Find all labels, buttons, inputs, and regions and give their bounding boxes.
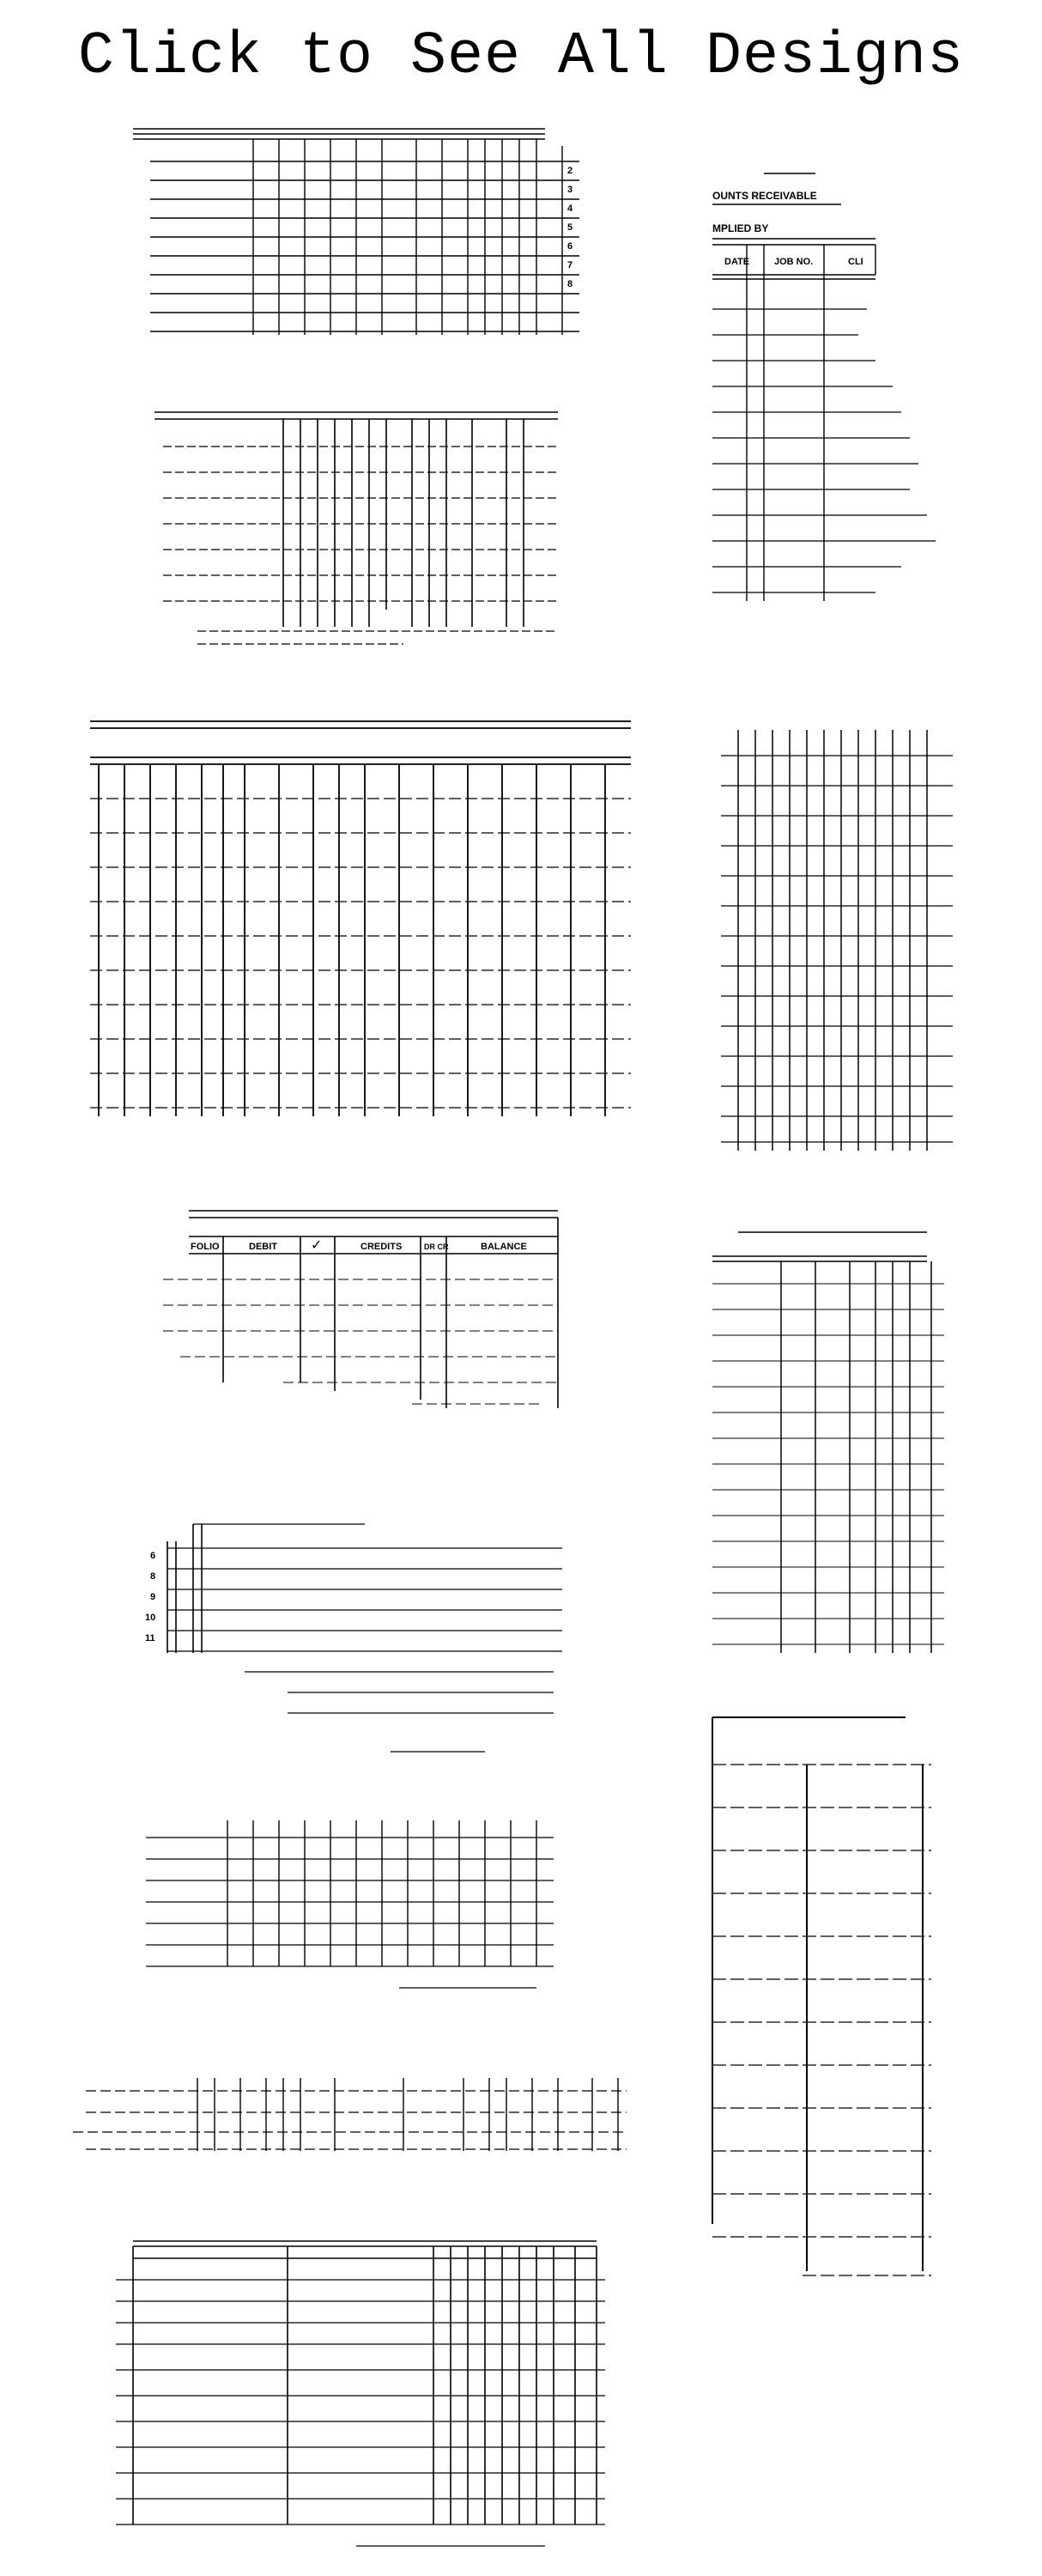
design-thumbnail-numbered-lines[interactable]: [142, 1473, 571, 1765]
svg-text:CREDITS: CREDITS: [360, 1242, 403, 1252]
design-thumbnail-numbered-grid[interactable]: [133, 120, 588, 339]
svg-text:JOB NO.: JOB NO.: [774, 257, 814, 267]
design-thumbnail-small-grid[interactable]: [142, 1812, 562, 2001]
wide-ledger-form-image: [73, 713, 639, 1133]
lined-grid-form-image: [704, 1224, 953, 1666]
accounts-receivable-form-image: [704, 146, 944, 614]
dense-grid-form-image: [704, 713, 961, 1159]
svg-text:9: 9: [150, 1592, 156, 1602]
svg-text:3: 3: [567, 185, 573, 195]
design-thumbnail-large-grid[interactable]: [99, 2233, 618, 2559]
svg-text:2: 2: [567, 166, 573, 176]
svg-text:BALANCE: BALANCE: [481, 1242, 527, 1252]
design-thumbnail-strip-ledger[interactable]: [69, 2074, 635, 2155]
svg-text:✓: ✓: [311, 1238, 323, 1253]
small-grid-form-image: [142, 1812, 562, 2001]
see-all-designs-link[interactable]: Click to See All Designs: [77, 23, 965, 91]
design-thumbnail-lined-grid[interactable]: [704, 1224, 953, 1666]
svg-text:MPLIED BY: MPLIED BY: [712, 222, 769, 234]
svg-text:FOLIO: FOLIO: [191, 1242, 220, 1252]
svg-text:7: 7: [567, 260, 573, 270]
svg-text:DATE: DATE: [724, 257, 750, 267]
numbered-lines-form-image: [142, 1473, 571, 1765]
design-thumbnail-folio-ledger[interactable]: [154, 1202, 566, 1417]
numbered-grid-form-image: [133, 120, 588, 339]
folio-ledger-form-image: [154, 1202, 566, 1417]
design-thumbnail-dotted-grid[interactable]: [146, 404, 566, 661]
svg-text:6: 6: [150, 1551, 156, 1561]
svg-text:5: 5: [567, 222, 573, 233]
strip-ledger-form-image: [69, 2074, 635, 2155]
design-thumbnail-dense-grid[interactable]: [704, 713, 961, 1159]
svg-text:OUNTS RECEIVABLE: OUNTS RECEIVABLE: [712, 190, 817, 202]
svg-text:8: 8: [150, 1571, 156, 1582]
design-thumbnail-accounts-receivable[interactable]: [704, 146, 944, 614]
design-thumbnail-wide-ledger[interactable]: [73, 713, 639, 1133]
svg-text:CLI: CLI: [848, 257, 863, 267]
svg-text:DR CR: DR CR: [424, 1242, 449, 1251]
svg-text:DEBIT: DEBIT: [249, 1242, 277, 1252]
svg-text:11: 11: [145, 1633, 155, 1643]
svg-text:10: 10: [145, 1613, 156, 1623]
svg-text:4: 4: [567, 204, 573, 214]
svg-text:8: 8: [567, 279, 573, 289]
svg-text:6: 6: [567, 241, 573, 252]
design-thumbnail-tall-lined[interactable]: [708, 1713, 940, 2288]
tall-lined-form-image: [708, 1713, 940, 2288]
large-grid-form-image: [99, 2233, 618, 2559]
dotted-grid-form-image: [146, 404, 566, 661]
